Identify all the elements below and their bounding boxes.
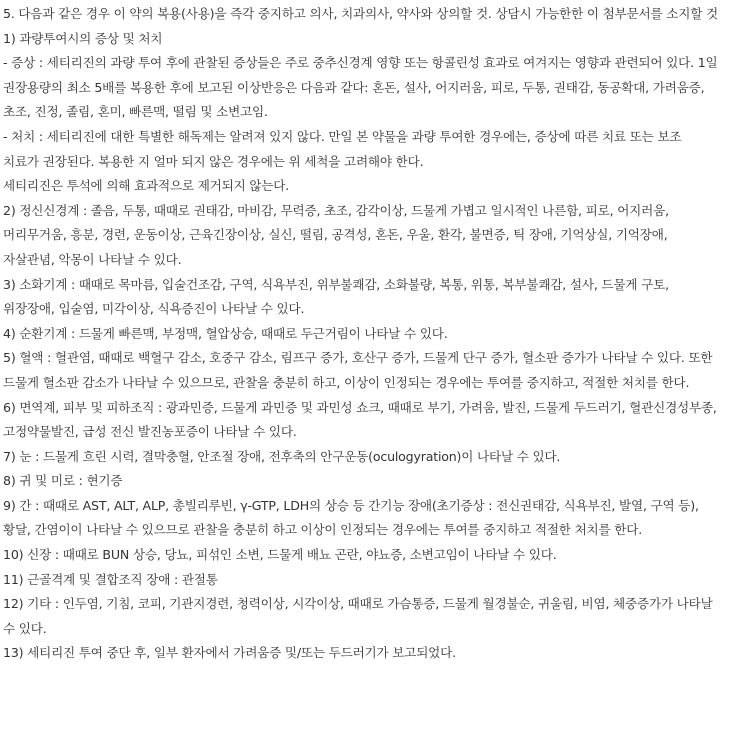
immune-skin-effects-paragraph: 6) 면역계, 피부 및 피하조직 : 광과민증, 드물게 과민증 및 과민성 쇼크, 때때로 부기, 가려움, 발진, 드물게 두드러기, 혈관신경성부종, 고정약물발진, 급성 전신 발진농포증이 나타날 수 있다. [3, 399, 717, 440]
liver-effects-paragraph: 9) 간 : 때때로 AST, ALT, ALP, 총빌리루빈, γ-GTP, LDH의 상승 등 간기능 장애(초기증상 : 전신권태감, 식욕부진, 발열, 구역 등), 황달, 간염이이 나타날 수 있으므로 관찰을 충분히 하고 이상이 인정되는 경우에는 투여를 중지하고 적절한 처치를 한다. [3, 497, 699, 538]
circulatory-effects-paragraph: 4) 순환기계 : 드물게 빠른맥, 부정맥, 혈압상승, 때때로 두근거림이 나타날 수 있다. [3, 325, 448, 341]
dialysis-note-paragraph: 세티리진은 투석에 의해 효과적으로 제거되지 않는다. [3, 178, 290, 194]
kidney-effects-paragraph: 10) 신장 : 때때로 BUN 상승, 당뇨, 피섞인 소변, 드물게 배뇨 곤란, 야뇨증, 소변고임이 나타날 수 있다. [3, 547, 557, 563]
overdose-treatment-paragraph: - 처치 : 세티리진에 대한 특별한 해독제는 알려져 있지 않다. 만일 본 약물을 과량 투여한 경우에는, 증상에 따른 치료 또는 보조 치료가 권장된다. 복용한 지 얼마 되지 않은 경우에는 위 세척을 고려해야 한다. [3, 128, 682, 169]
document-body [3, 2, 718, 666]
discontinuation-paragraph: 13) 세티리진 투여 중단 후, 일부 환자에서 가려움증 및/또는 두드러기가 보고되었다. [3, 645, 456, 661]
blood-effects-paragraph: 5) 혈액 : 혈관염, 때때로 백혈구 감소, 호중구 감소, 림프구 증가, 호산구 증가, 드물게 단구 증가, 혈소판 증가가 나타날 수 있다. 또한 드물게 혈소판 감소가 나타날 수 있으므로, 관찰을 충분히 하고, 이상이 인정되는 경우에는 투여를 중지하고, 적절한 처치를 한다. [3, 350, 713, 390]
neuro-effects-paragraph: 2) 정신신경계 : 졸음, 두통, 때때로 권태감, 마비감, 무력증, 초조, 감각이상, 드물게 가볍고 일시적인 나른함, 피로, 어지러움, 머리무거움, 흥분, 경련, 운동이상, 근육긴장이상, 실신, 떨림, 공격성, 혼돈, 우울, 환각, 불면증, 틱 장애, 기억상실, 기억장애, 자살관념, 악몽이 나타날 수 있다. [3, 202, 669, 267]
ear-effects-paragraph: 8) 귀 및 미로 : 현기증 [3, 473, 123, 489]
eye-effects-paragraph: 7) 눈 : 드물게 흐린 시력, 결막충혈, 안조절 장애, 전후축의 안구운동(oculogyration)이 나타날 수 있다. [3, 448, 561, 464]
overdose-symptoms-paragraph: - 증상 : 세티리진의 과량 투여 후에 관찰된 증상들은 주로 중추신경계 영향 또는 항콜린성 효과로 여겨지는 영향과 관련되어 있다. 1일 권장용량의 최소 5배를 복용한 후에 보고된 이상반응은 다음과 같다: 혼돈, 설사, 어지러움, 피로, 두통, 권태감, 동공확대, 가려움증, 초조, 진정, 졸림, 혼미, 빠른맥, 떨림 및 소변고임. [3, 55, 718, 120]
musculoskeletal-effects-paragraph: 11) 근골격계 및 결합조직 장애 : 관절통 [3, 571, 218, 587]
overdose-heading: 1) 과량투여시의 증상 및 처치 [3, 30, 163, 46]
other-effects-paragraph: 12) 기타 : 인두염, 기침, 코피, 기관지경련, 청력이상, 시각이상, 때때로 가슴통증, 드물게 월경불순, 귀울림, 비염, 체중증가가 나타날 수 있다. [3, 596, 713, 636]
section-intro-paragraph: 5. 다음과 같은 경우 이 약의 복용(사용)을 즉각 중지하고 의사, 치과의사, 약사와 상의할 것. 상담시 가능한한 이 첨부문서를 소지할 것 [3, 6, 718, 21]
digestive-effects-paragraph: 3) 소화기계 : 때때로 목마름, 입술건조감, 구역, 식욕부진, 위부불쾌감, 소화불량, 복통, 위통, 복부불쾌감, 설사, 드물게 구토, 위장장애, 입술염, 미각이상, 식욕증진이 나타날 수 있다. [3, 276, 669, 317]
